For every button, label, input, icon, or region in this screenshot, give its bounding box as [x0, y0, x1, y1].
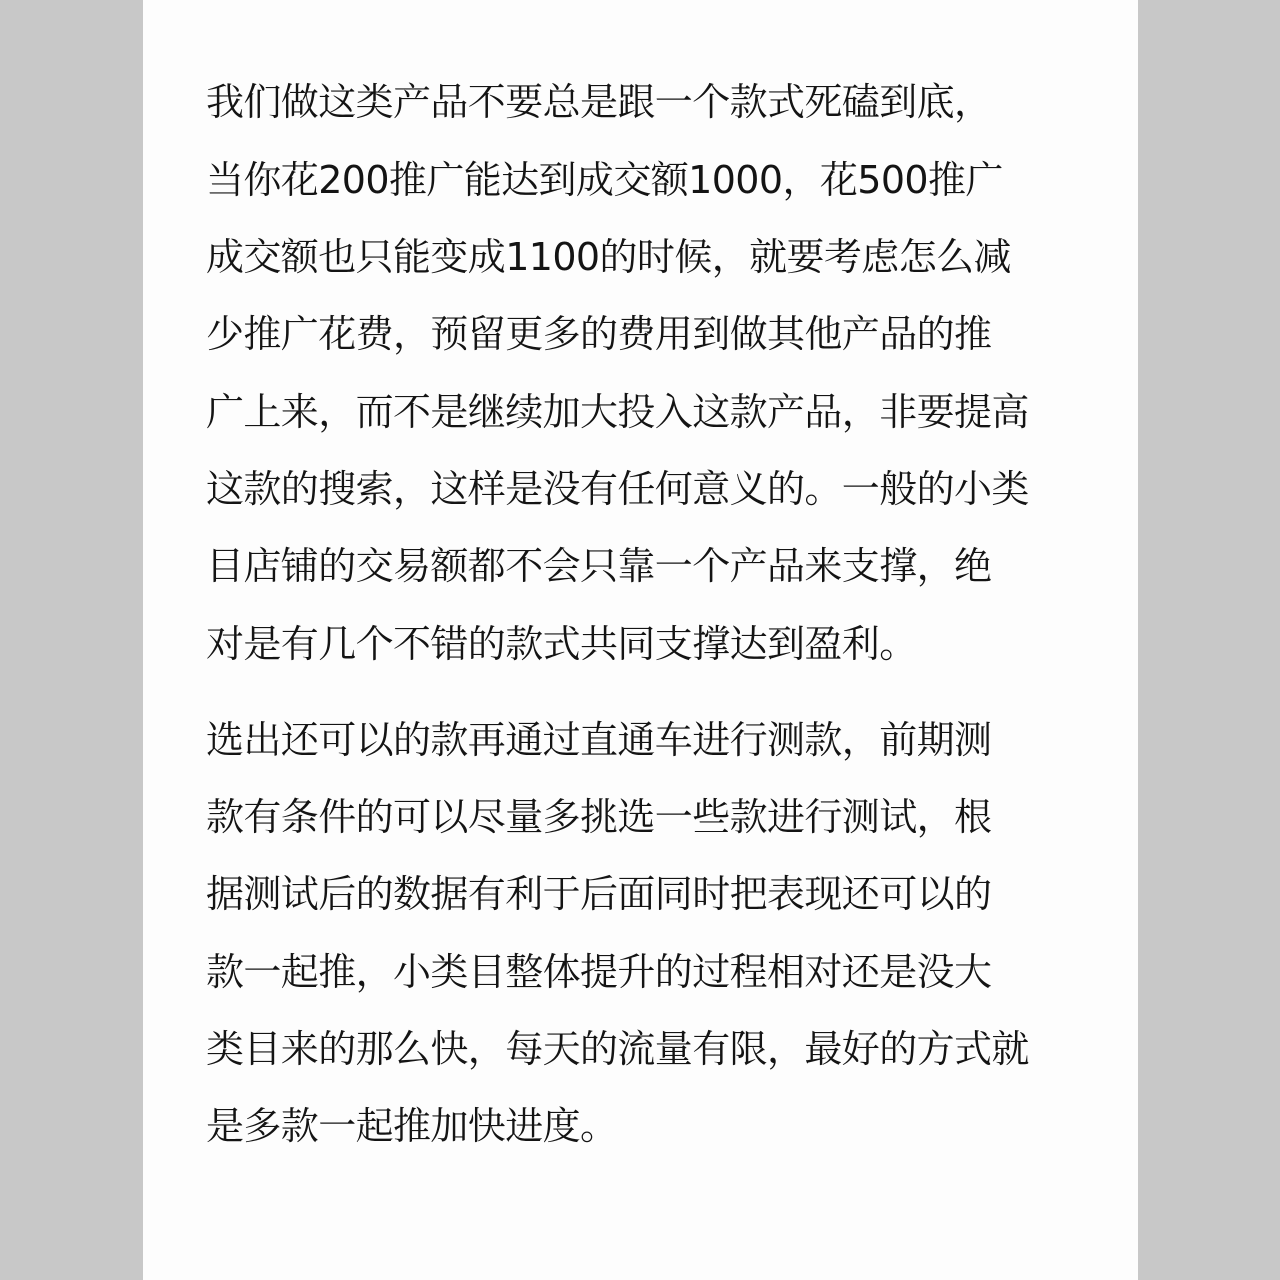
document-page — [143, 0, 1138, 1280]
text-line: 是多款一起推加快进度。 — [206, 1104, 618, 1148]
text-line: 这款的搜索，这样是没有任何意义的。一般的小类 — [206, 467, 1029, 511]
text-line: 广上来，而不是继续加大投入这款产品，非要提高 — [206, 390, 1029, 434]
text-line: 成交额也只能变成1100的时候，就要考虑怎么减 — [206, 235, 1011, 279]
text-line: 我们做这类产品不要总是跟一个款式死磕到底， — [206, 80, 992, 124]
text-line: 款一起推，小类目整体提升的过程相对还是没大 — [206, 950, 992, 994]
text-line: 当你花200推广能达到成交额1000，花500推广 — [206, 158, 1003, 202]
text-line: 目店铺的交易额都不会只靠一个产品来支撑，绝 — [206, 544, 992, 588]
text-line: 款有条件的可以尽量多挑选一些款进行测试，根 — [206, 795, 992, 839]
text-line: 少推广花费，预留更多的费用到做其他产品的推 — [206, 312, 992, 356]
text-line: 类目来的那么快，每天的流量有限，最好的方式就 — [206, 1027, 1029, 1071]
text-line: 选出还可以的款再通过直通车进行测款，前期测 — [206, 718, 992, 762]
text-line: 据测试后的数据有利于后面同时把表现还可以的 — [206, 872, 992, 916]
text-line: 对是有几个不错的款式共同支撑达到盈利。 — [206, 622, 917, 666]
